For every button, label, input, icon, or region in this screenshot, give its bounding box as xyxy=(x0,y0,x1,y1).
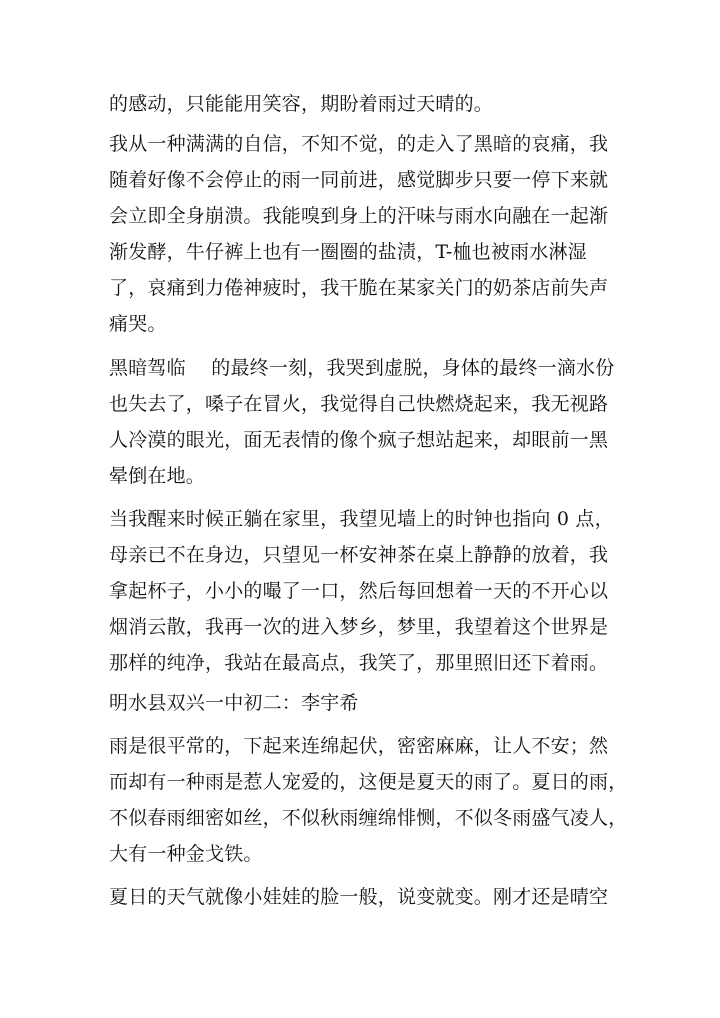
text-line-4: 会立即全身崩溃。我能嗅到身上的汗味与雨水向融在一起渐 xyxy=(109,205,609,227)
text-line-1: 的感动，只能能用笑容，期盼着雨过天晴的。 xyxy=(109,93,494,115)
text-line-14: 拿起杯子，小小的嘬了一口，然后每回想着一天的不开心以 xyxy=(109,580,609,602)
text-line-17: 明水县双兴一中初二：李宇希 xyxy=(109,692,359,714)
text-line-12: 当我醒来时候正躺在家里，我望见墙上的时钟也指向 0 点， xyxy=(109,508,614,530)
text-line-6: 了，哀痛到力倦神疲时，我干脆在某家关门的奶茶店前失声 xyxy=(109,277,609,299)
text-line-15: 烟消云散，我再一次的进入梦乡，梦里，我望着这个世界是 xyxy=(109,616,609,638)
text-line-2: 我从一种满满的自信，不知不觉，的走入了黑暗的哀痛，我 xyxy=(109,133,609,155)
text-line-9: 也失去了，嗓子在冒火，我觉得自己快燃烧起来，我无视路 xyxy=(109,393,609,415)
text-line-13: 母亲已不在身边，只望见一杯安神茶在桌上静静的放着，我 xyxy=(109,544,609,566)
text-line-20: 不似春雨细密如丝，不似秋雨缠绵悱恻，不似冬雨盛气凌人， xyxy=(109,807,628,829)
text-line-8: 黑暗驾临 的最终一刻，我哭到虚脱，身体的最终一滴水份 xyxy=(109,357,615,379)
text-line-3: 随着好像不会停止的雨一同前进，感觉脚步只要一停下来就 xyxy=(109,169,609,191)
text-line-19: 而却有一种雨是惹人宠爱的，这便是夏天的雨了。夏日的雨， xyxy=(109,771,628,793)
text-line-18: 雨是很平常的，下起来连绵起伏，密密麻麻，让人不安；然 xyxy=(109,735,609,757)
text-line-10: 人冷漠的眼光，面无表情的像个疯子想站起来，却眼前一黑 xyxy=(109,429,609,451)
text-line-7: 痛哭。 xyxy=(109,313,167,335)
text-line-5: 渐发酵，牛仔裤上也有一圈圈的盐渍，T-桖也被雨水淋湿 xyxy=(109,241,587,263)
text-line-11: 晕倒在地。 xyxy=(109,465,206,487)
text-line-22: 夏日的天气就像小娃娃的脸一般，说变就变。刚才还是晴空 xyxy=(109,886,609,908)
text-line-16: 那样的纯净，我站在最高点，我笑了，那里照旧还下着雨。 xyxy=(109,652,609,674)
text-line-21: 大有一种金戈铁。 xyxy=(109,843,263,865)
